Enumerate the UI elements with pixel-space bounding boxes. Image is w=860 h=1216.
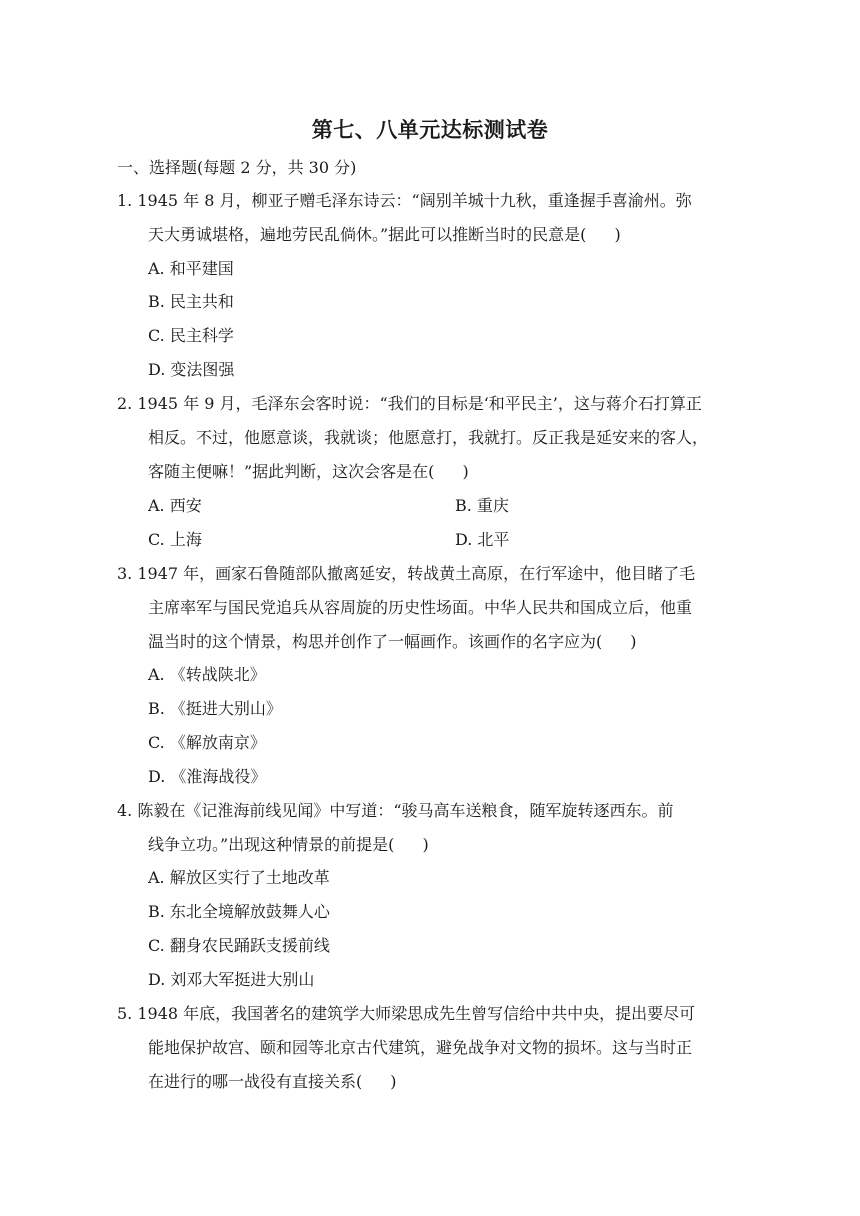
question-2-line-2: 相反。不过，他愿意谈，我就谈；他愿意打，我就打。反正我是延安来的客人，: [148, 428, 709, 447]
question-1-option-a: A. 和平建国: [148, 259, 234, 278]
question-2-option-d: D. 北平: [455, 530, 510, 549]
question-2-line-1: 2. 1945 年 9 月，毛泽东会客时说：“我们的目标是‘和平民主’，这与蒋介石打算正: [117, 394, 702, 413]
question-4-option-b: B. 东北全境解放鼓舞人心: [148, 902, 330, 921]
question-4-option-a: A. 解放区实行了土地改革: [148, 868, 330, 887]
question-1-option-c: C. 民主科学: [148, 326, 234, 345]
section-heading: 一、选择题(每题 2 分，共 30 分): [117, 158, 357, 177]
question-4-option-d: D. 刘邓大军挺进大别山: [148, 970, 315, 989]
question-5-line-3: 在进行的哪一战役有直接关系( ): [148, 1072, 397, 1091]
question-1-line-1: 1. 1945 年 8 月，柳亚子赠毛泽东诗云：“阔别羊城十九秋，重逢握手喜渝州。弥: [117, 191, 692, 210]
question-3-option-c: C. 《解放南京》: [148, 733, 266, 752]
question-2-option-b: B. 重庆: [455, 496, 509, 515]
question-3-option-a: A. 《转战陕北》: [148, 665, 266, 684]
question-3-line-2: 主席率军与国民党追兵从容周旋的历史性场面。中华人民共和国成立后，他重: [148, 598, 693, 617]
question-2-option-c: C. 上海: [148, 530, 202, 549]
question-1-option-b: B. 民主共和: [148, 292, 234, 311]
question-5-line-2: 能地保护故宫、颐和园等北京古代建筑，避免战争对文物的损坏。这与当时正: [148, 1038, 693, 1057]
question-3-line-3: 温当时的这个情景，构思并创作了一幅画作。该画作的名字应为( ): [148, 632, 637, 651]
question-3-option-b: B. 《挺进大别山》: [148, 699, 282, 718]
question-4-line-2: 线争立功。”出现这种情景的前提是( ): [148, 835, 429, 854]
question-4-line-1: 4. 陈毅在《记淮海前线见闻》中写道：“骏马高车送粮食，随军旋转逐西东。前: [117, 801, 674, 820]
question-3-option-d: D. 《淮海战役》: [148, 767, 267, 786]
question-2-option-a: A. 西安: [148, 496, 202, 515]
question-1-line-2: 天大勇诚堪格，遍地劳民乱倘休。”据此可以推断当时的民意是( ): [148, 225, 621, 244]
page-title: 第七、八单元达标测试卷: [311, 118, 549, 142]
question-4-option-c: C. 翻身农民踊跃支援前线: [148, 936, 330, 955]
question-3-line-1: 3. 1947 年，画家石鲁随部队撤离延安，转战黄土高原，在行军途中，他目睹了毛: [117, 564, 696, 583]
question-1-option-d: D. 变法图强: [148, 360, 235, 379]
question-2-line-3: 客随主便嘛！”据此判断，这次会客是在( ): [148, 462, 469, 481]
question-5-line-1: 5. 1948 年底，我国著名的建筑学大师梁思成先生曾写信给中共中央，提出要尽可: [117, 1004, 696, 1023]
